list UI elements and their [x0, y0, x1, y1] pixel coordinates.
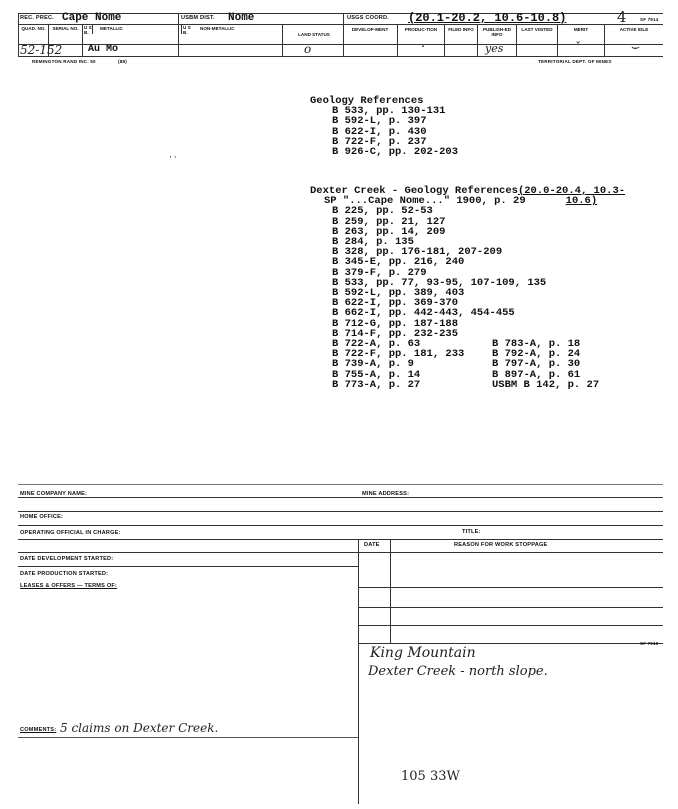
col-nonmetallic: NON-METALLIC: [200, 26, 235, 31]
col-merit: MERIT: [573, 27, 589, 32]
dexter-ref: B 284, p. 135: [332, 236, 414, 249]
handwritten-slope: Dexter Creek - north slope.: [368, 664, 548, 679]
col-nonmetallic-code: U S B.: [183, 25, 191, 35]
dexter-title: Dexter Creek - Geology References: [310, 185, 518, 197]
corner-number: 4: [617, 8, 627, 26]
mine-company-label: MINE COMPANY NAME:: [20, 491, 88, 497]
dexter-ref-right: B 897-A, p. 61: [492, 368, 581, 381]
dexter-ref-left: B 722-A, p. 63: [332, 338, 421, 351]
col-land-status: LAND STATUS: [298, 32, 330, 37]
comments-label: COMMENTS:: [20, 727, 57, 733]
dexter-ref-left: B 773-A, p. 27: [332, 378, 421, 391]
dexter-ref: B 263, pp. 14, 209: [332, 225, 446, 238]
dexter-ref: B 259, pp. 21, 127: [332, 215, 446, 228]
published-value: yes: [485, 42, 504, 55]
col-metallic-code: U S B.: [84, 25, 92, 35]
col-filed-info: FILED INFO: [448, 27, 474, 32]
stray-dots: ··: [168, 153, 178, 162]
dexter-ref: B 533, pp. 77, 93-95, 107-109, 135: [332, 276, 547, 289]
printer-code: (88): [118, 59, 127, 64]
col-metallic: METALLIC: [100, 26, 123, 31]
col-development: DEVELOP-MENT: [351, 27, 389, 32]
dexter-ref-left: B 722-F, pp. 181, 233: [332, 348, 465, 361]
handwritten-location: King Mountain: [370, 645, 476, 661]
col-last-visited: LAST VISITED: [521, 27, 553, 32]
geology-references-block: [310, 96, 458, 157]
geology-ref: B 533, pp. 130-131: [332, 105, 446, 118]
rec-prec-label: REC. PREC.: [20, 15, 55, 21]
geology-ref: B 592-L, p. 397: [332, 115, 427, 128]
dexter-ref: B 712-G, pp. 187-188: [332, 317, 459, 330]
leases-label: LEASES & OFFERS — TERMS OF:: [20, 583, 118, 589]
geology-title: Geology References: [310, 95, 424, 107]
col-serial: SERIAL NO.: [52, 26, 79, 31]
active-value: ⌣: [630, 39, 640, 55]
dev-started-label: DATE DEVELOPMENT STARTED:: [20, 556, 114, 562]
dexter-ref: B 662-I, pp. 442-443, 454-455: [332, 307, 515, 320]
usbm-dist-value: Nome: [228, 12, 255, 24]
form-number-2: SF 7919: [640, 641, 659, 646]
dexter-ref: B 225, pp. 52-53: [332, 205, 433, 218]
geology-ref: B 622-I, p. 430: [332, 125, 427, 138]
dexter-ref: B 592-L, pp. 389, 403: [332, 287, 465, 300]
col-production: PRODUC-TION: [404, 27, 438, 32]
rec-prec-value: Cape Nome: [62, 12, 122, 24]
usgs-coord-label: USGS COORD.: [347, 15, 389, 21]
dexter-ref-right: USBM B 142, p. 27: [492, 378, 600, 391]
dexter-ref: B 328, pp. 176-181, 207-209: [332, 246, 503, 259]
dexter-ref-right: B 797-A, p. 30: [492, 358, 581, 371]
comments-value: 5 claims on Dexter Creek.: [60, 721, 219, 735]
dexter-ref-left: B 755-A, p. 14: [332, 368, 421, 381]
printer-mark: REMINGTON RAND INC. 50: [32, 59, 96, 64]
dexter-ref: B 622-I, pp. 369-370: [332, 297, 459, 310]
dexter-ref: B 345-E, pp. 216, 240: [332, 256, 465, 269]
dexter-ref: B 714-F, pp. 232-235: [332, 327, 459, 340]
home-office-label: HOME OFFICE:: [20, 514, 64, 520]
dexter-references-block: [310, 186, 625, 390]
usbm-dist-label: USBM DIST.: [181, 15, 215, 21]
dexter-coord2: 10.6): [565, 195, 598, 208]
title-label: TITLE:: [462, 529, 481, 535]
handwritten-code: 105 33W: [401, 769, 460, 784]
land-status-value: o: [304, 42, 312, 56]
prod-started-label: DATE PRODUCTION STARTED:: [20, 571, 109, 577]
date-column-label: DATE: [364, 542, 380, 548]
col-published-info: PUBLISH-ED INFO: [482, 27, 512, 37]
merit-value: ˇ: [574, 40, 580, 54]
serial-value: 52-152: [20, 43, 63, 57]
form-number: SF 7914: [640, 17, 659, 22]
col-quad: QUAD. NO.: [21, 26, 46, 31]
operating-official-label: OPERATING OFFICIAL IN CHARGE:: [20, 530, 121, 536]
territorial-dept: TERRITORIAL DEPT. OF MINES: [538, 59, 612, 64]
usgs-coord-value: (20.1-20.2, 10.6-10.8): [408, 11, 567, 25]
production-value: .: [420, 40, 427, 51]
reason-column-label: REASON FOR WORK STOPPAGE: [454, 542, 548, 548]
dexter-ref-left: B 739-A, p. 9: [332, 358, 414, 371]
dexter-ref: B 379-F, p. 279: [332, 266, 427, 279]
geology-ref: B 722-F, p. 237: [332, 135, 427, 148]
dexter-ref-right: B 783-A, p. 18: [492, 338, 581, 351]
dexter-coord1: (20.0-20.4, 10.3-: [517, 185, 626, 197]
metallic-value: Au Mo: [88, 44, 119, 55]
mine-address-label: MINE ADDRESS:: [362, 491, 410, 497]
dexter-special-pub: SP "...Cape Nome..." 1900, p. 29: [324, 195, 526, 208]
col-active-idle: ACTIVE IDLE: [619, 27, 649, 32]
geology-ref: B 926-C, pp. 202-203: [332, 146, 459, 159]
dexter-ref-right: B 792-A, p. 24: [492, 348, 581, 361]
